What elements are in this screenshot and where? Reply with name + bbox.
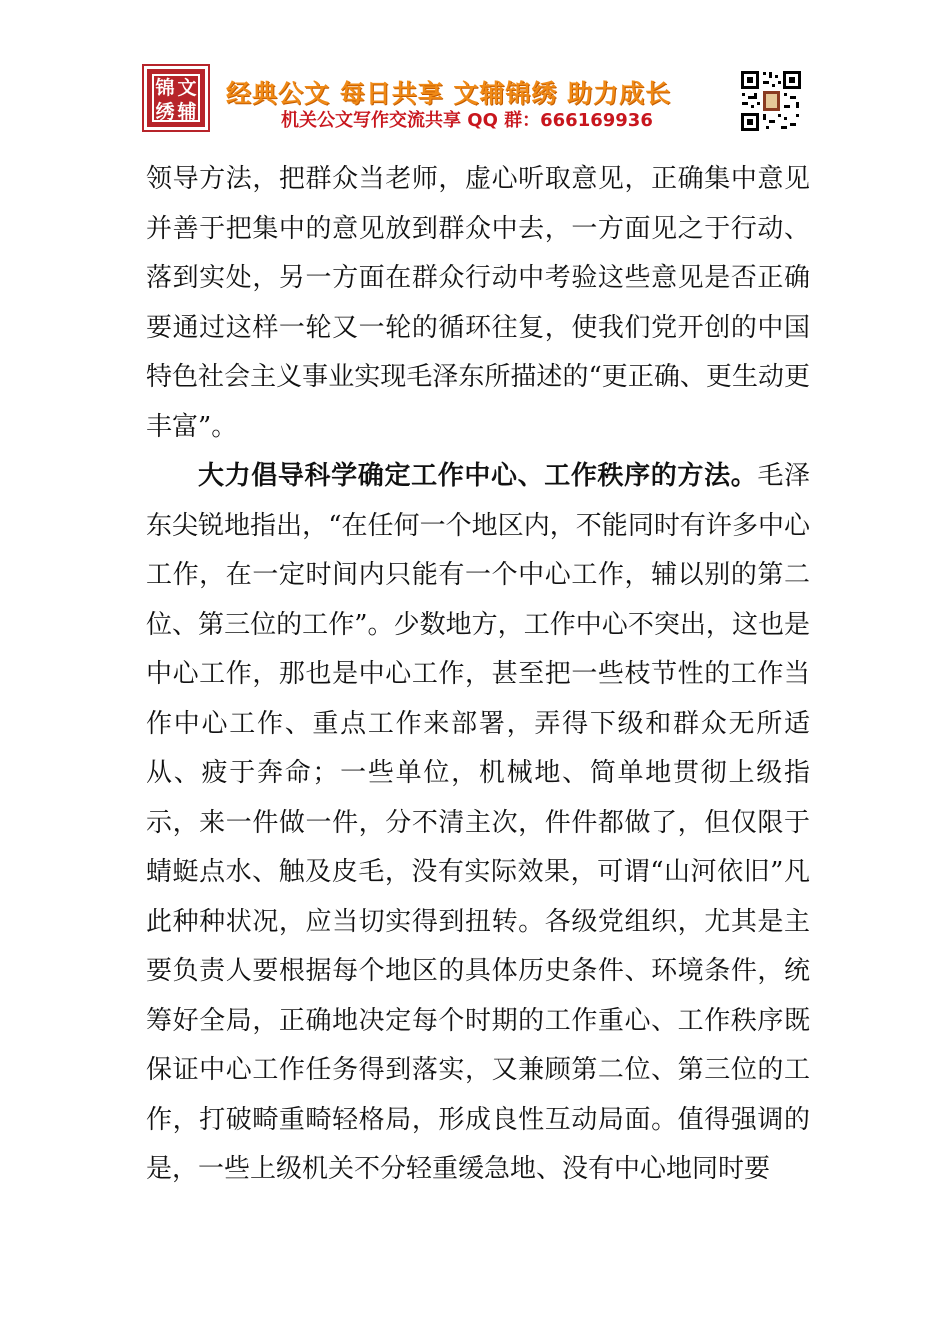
seal-char: 绣 [155, 101, 175, 123]
seal-char: 锦 [155, 77, 175, 99]
seal-char: 辅 [177, 101, 197, 123]
paragraph-text: 毛泽东尖锐地指出，“在任何一个地区内，不能同时有许多中心工作，在一定时间内只能有一个中心工作，辅以别的第二位、第三位的工作”。少数地方，工作中心不突出，这也是中心工作，那也是中心工作，甚至把一些枝节性的工作当作中心工作、重点工作来部署，弄得下级和群众无所适从、疲于奔命；一些单位，机械地、简单地贯彻上级指示，来一件做一件，分不清主次，件件都做了，但仅限于蜻蜓点水、触及皮毛，没有实际效果，可谓“山河依旧”凡此种种状况，应当切实得到扭转。各级党组织，尤其是主要负责人要根据每个地区的具体历史条件、环境条件，统筹好全局，正确地决定每个时期的工作重心、工作秩序既保证中心工作任务得到落实，又兼顾第二位、第三位的工作，打破畸重畸轻格局，形成良性互动局面。值得强调的是，一些上级机关不分轻重缓急地、没有中心地同时要 [146, 461, 810, 1184]
document-body [146, 155, 810, 1195]
qr-code-icon [739, 69, 803, 133]
seal-logo [144, 66, 208, 130]
qq-group-line: 机关公文写作交流共享 QQ 群：666169936 [281, 110, 653, 131]
paragraph-section [146, 452, 810, 1195]
page-header [0, 0, 950, 145]
header-slogan: 经典公文 每日共享 文辅锦绣 助力成长 [226, 79, 672, 108]
seal-char: 文 [177, 77, 197, 99]
paragraph-continuation: 领导方法，把群众当老师，虚心听取意见，正确集中意见并善于把集中的意见放到群众中去，一方面见之于行动、落到实处，另一方面在群众行动中考验这些意见是否正确要通过这样一轮又一轮的循环往复，使我们党开创的中国特色社会主义事业实现毛泽东所描述的“更正确、更生动更丰富”。 [146, 164, 810, 442]
section-heading: 大力倡导科学确定工作中心、工作秩序的方法。 [198, 461, 758, 491]
